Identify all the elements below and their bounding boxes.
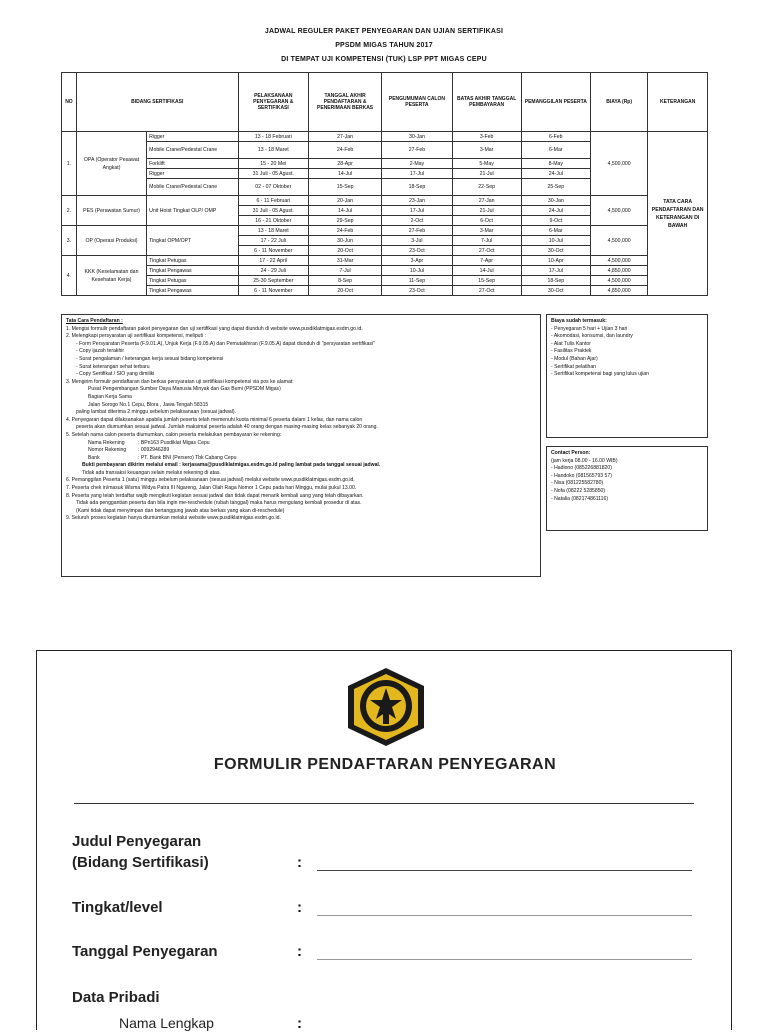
sub-name: Mobile Crane/Pedestal Crane — [147, 179, 239, 196]
biaya-item: - Modul (Bahan Ajar) — [551, 355, 598, 362]
tata-line: - Surat keterangan sehat terbaru — [76, 363, 150, 370]
group-no: 3. — [62, 226, 77, 256]
tanggal-field[interactable] — [317, 959, 692, 960]
pengumuman-cell: 23-Oct — [382, 246, 452, 256]
keterangan-cell: TATA CARA PENDAFTARAN DAN KETERANGAN DI BAWAH — [648, 132, 708, 296]
biaya-cell: 4,500,000 — [590, 132, 647, 196]
tata-line: 9. Seluruh proses kegiatan hanya diumumkan melalui website www.pusdiklatmigas.esdm.go.id. — [66, 515, 281, 522]
pemanggilan-cell: 8-May — [521, 159, 590, 169]
tata-line: - Copy Sertifikat / SIO yang dimiliki — [76, 371, 155, 378]
contact-item: - Hadiono (085226881820) — [551, 465, 612, 472]
batas-cell: 27-Jan — [452, 196, 521, 206]
tata-line: Bagian Kerja Sama — [88, 393, 132, 400]
table-row — [62, 132, 708, 142]
group-name: KKK (Keselamatan dan Kesehatan Kerja) — [76, 256, 146, 296]
rekening-row — [66, 440, 536, 448]
tata-line: Pusat Pengembangan Sumber Daya Manusia Minyak dan Gas Bumi (PPSDM Migas) — [88, 386, 281, 393]
contact-item: (jam kerja 08.00 - 16.00 WIB) — [551, 457, 618, 464]
pengumuman-cell: 18-Sep — [382, 179, 452, 196]
pengumuman-cell: 23-Jan — [382, 196, 452, 206]
pemanggilan-cell: 25-Sep — [521, 179, 590, 196]
schedule-title: JADWAL REGULER PAKET PENYEGARAN DAN UJIAN SERTIFIKASI — [264, 28, 504, 35]
tata-line: 8. Peserta yang telah terdaftar wajib mengikuti kegiatan sesuai jadwal dan tidak dapat menarik kembali uang yang telah dibayarkan. — [66, 492, 364, 499]
tata-line: 7. Peserta chek in/masuk Wisma Widya Patra III Ngareng, Jalan Olah Raga Nomor 1 Cepu pada hari Minggu, mulai pukul 13.00. — [66, 485, 357, 492]
rekening-label: Nomor Rekening — [88, 447, 127, 454]
pengumuman-cell: 10-Jul — [382, 266, 452, 276]
table-row — [62, 276, 708, 286]
rekening-label: Nama Rekening — [88, 439, 125, 446]
tata-line: - Copy ijazah terakhir — [76, 348, 125, 355]
biaya-heading: Biaya sudah termasuk: — [551, 318, 607, 324]
group-name: OPA (Operator Pesawat Angkat) — [76, 132, 146, 196]
table-header-row — [62, 73, 708, 132]
tata-line: - Form Persyaratan Peserta (F.9.01.A), Unjuk Kerja (F.9.05.A) dan Pemutakhiran (F.9.05.A) dapat diunduh di "persyaratan sertifikasi" — [76, 340, 375, 347]
pelaksanaan-cell: 17 - 22 April — [238, 256, 308, 266]
tanggal-cell: 14-Jul — [308, 169, 381, 179]
colon: : — [297, 854, 302, 871]
tata-line: Tidak ada penggantian peserta dan bila ingin me-reschedule (rubah tanggal) maka harus mengulang kembali prosedur di atas. — [76, 500, 362, 507]
pelaksanaan-cell: 6 - 11 November — [238, 286, 308, 296]
pengumuman-cell: 30-Jan — [382, 132, 452, 142]
pelaksanaan-cell: 31 Juli - 05 Agust. — [238, 206, 308, 216]
tanggal-cell: 28-Apr — [308, 159, 381, 169]
schedule-location: DI TEMPAT UJI KOMPETENSI (TUK) LSP PPT MIGAS CEPU — [281, 56, 487, 63]
sub-name: Forklift — [147, 159, 239, 169]
registration-form — [36, 650, 732, 1030]
pengumuman-cell: 2-May — [382, 159, 452, 169]
pelaksanaan-cell: 17 - 22 Juli — [238, 236, 308, 246]
tata-line: Bukti pembayaran dikirim melalui email : kerjasama@pusdiklatmigas.esdm.go.id paling lambat pada tanggal sesuai jadwal. — [82, 462, 381, 469]
biaya-cell: 4,500,000 — [590, 196, 647, 226]
tanggal-cell: 24-Feb — [308, 142, 381, 159]
th-bidang: BIDANG SERTIFIKASI — [76, 73, 238, 132]
rekening-value: : PT. Bank BNI (Persero) Tbk Cabang Cepu — [138, 454, 237, 461]
tata-line: 1. Mengisi formulir pendaftaran paket penyegaran dan uji sertifikasi yang dapat diunduh di website www.pusdiklatmigas.esdm.go.id. — [66, 325, 363, 332]
sub-name: Tingkat OPM/OPT — [147, 226, 239, 256]
batas-cell: 5-May — [452, 159, 521, 169]
group-no: 2. — [62, 196, 77, 226]
pelaksanaan-cell: 6 - 11 November — [238, 246, 308, 256]
sub-name: Rigger — [147, 169, 239, 179]
tingkat-label: Tingkat/level — [72, 899, 163, 916]
tata-line: 5. Setelah nama calon peserta diumumkan, calon peserta melakukan pembayaran ke rekening: — [66, 431, 282, 438]
pengumuman-cell: 17-Jul — [382, 169, 452, 179]
th-pengumuman: PENGUMUMAN CALON PESERTA — [382, 73, 452, 132]
biaya-item: - Sertifikat pelatihan — [551, 363, 597, 370]
batas-cell: 27-Oct — [452, 286, 521, 296]
tata-cara-heading: Tata Cara Pendaftaran : — [66, 318, 123, 324]
biaya-item: - Sertifikat kompetensi bagi yang lulus ujian — [551, 371, 649, 378]
esdm-logo-icon — [344, 666, 428, 748]
biaya-cell: 4,850,000 — [590, 286, 647, 296]
sub-name: Rigger — [147, 132, 239, 142]
biaya-box — [546, 314, 708, 438]
form-title: FORMULIR PENDAFTARAN PENYEGARAN — [213, 756, 557, 773]
batas-cell: 3-Mar — [452, 226, 521, 236]
rekening-label: Bank — [88, 454, 100, 461]
tata-line: paling lambat diterima 2 minggu sebelum pelaksanaan (sesuai jadwal). — [76, 409, 236, 416]
pemanggilan-cell: 10-Apr — [521, 256, 590, 266]
pelaksanaan-cell: 15 - 20 Mei — [238, 159, 308, 169]
th-tanggal-akhir: TANGGAL AKHIR PENDAFTARAN & PENERIMAAN BERKAS — [308, 73, 381, 132]
pelaksanaan-cell: 31 Juli - 05 Agust. — [238, 169, 308, 179]
tanggal-cell: 14-Jul — [308, 206, 381, 216]
batas-cell: 7-Apr — [452, 256, 521, 266]
batas-cell: 3-Feb — [452, 132, 521, 142]
contact-box — [546, 446, 708, 531]
batas-cell: 15-Sep — [452, 276, 521, 286]
contact-item: - Handoko (081565793 57) — [551, 472, 612, 479]
pelaksanaan-cell: 13 - 18 Maret — [238, 142, 308, 159]
pengumuman-cell: 2-Oct — [382, 216, 452, 226]
tata-line: - Surat pengalaman / keterangan kerja sesuai bidang kompetensi — [76, 355, 224, 362]
batas-cell: 21-Jul — [452, 206, 521, 216]
bidang-label: (Bidang Sertifikasi) — [72, 854, 209, 871]
pelaksanaan-cell: 6 - 11 Februari — [238, 196, 308, 206]
sub-name: Unit Hoist Tingkat OLP/ OMP — [147, 196, 239, 226]
tanggal-cell: 24-Feb — [308, 226, 381, 236]
table-row — [62, 286, 708, 296]
tanggal-cell: 7-Jul — [308, 266, 381, 276]
tata-line: Jalan Sorogo No.1 Cepu, Blora , Jawa Tengah 58315 — [88, 401, 209, 408]
th-pemanggilan: PEMANGGILAN PESERTA — [521, 73, 590, 132]
batas-cell: 3-Mar — [452, 142, 521, 159]
pemanggilan-cell: 6-Mar — [521, 142, 590, 159]
tanggal-cell: 30-Jun — [308, 236, 381, 246]
group-name: PES (Perawatan Sumur) — [76, 196, 146, 226]
judul-label: Judul Penyegaran — [72, 833, 202, 850]
rekening-value: : BPn163 Pusdiklat Migas Cepu — [138, 439, 210, 446]
pelaksanaan-cell: 13 - 18 Februari — [238, 132, 308, 142]
pemanggilan-cell: 24-Jul — [521, 169, 590, 179]
biaya-item: - Akomodasi, konsumsi, dan laundry — [551, 333, 633, 340]
nama-label: Nama Lengkap — [119, 1015, 214, 1031]
judul-field[interactable] — [317, 870, 692, 871]
tata-line: peserta akan diumumkan sesuai jadwal. Jumlah maksimal peserta adalah 40 orang dengan masing-masing kelas sebanyak 20 orang. — [76, 424, 378, 431]
tata-line: Tidak ada transaksi keuangan selain melalui rekening di atas. — [82, 469, 221, 476]
batas-cell: 21-Jul — [452, 169, 521, 179]
th-keterangan: KETERANGAN — [648, 73, 708, 132]
colon: : — [297, 899, 302, 916]
table-row — [62, 256, 708, 266]
rekening-value: : 0092946289 — [138, 447, 170, 454]
pemanggilan-cell: 9-Oct — [521, 216, 590, 226]
th-pelaksanaan: PELAKSANAAN PENYEGARAN & SERTIFIKASI — [238, 73, 308, 132]
biaya-item: - Alat Tulis Kantor — [551, 340, 591, 347]
pemanggilan-cell: 24-Jul — [521, 206, 590, 216]
data-pribadi-heading: Data Pribadi — [72, 989, 160, 1006]
pemanggilan-cell: 30-Jan — [521, 196, 590, 206]
sub-name: Tingkat Pengawas — [147, 286, 239, 296]
tanggal-cell: 29-Sep — [308, 216, 381, 226]
biaya-cell: 4,500,000 — [590, 256, 647, 266]
schedule-subtitle: PPSDM MIGAS TAHUN 2017 — [335, 42, 433, 49]
pelaksanaan-cell: 13 - 18 Maret — [238, 226, 308, 236]
pelaksanaan-cell: 02 - 07 Oktober — [238, 179, 308, 196]
tingkat-field[interactable] — [317, 915, 692, 916]
contact-heading: Contact Person: — [551, 450, 591, 456]
pemanggilan-cell: 30-Oct — [521, 286, 590, 296]
tata-line: 2. Melengkapi persyaratan uji sertifikasi kompetensi, meliputi : — [66, 333, 206, 340]
pemanggilan-cell: 17-Jul — [521, 266, 590, 276]
batas-cell: 22-Sep — [452, 179, 521, 196]
contact-item: - Natalia (082174861116) — [551, 495, 609, 502]
tanggal-cell: 20-Jan — [308, 196, 381, 206]
group-name: OP (Operasi Produksi) — [76, 226, 146, 256]
pengumuman-cell: 23-Oct — [382, 286, 452, 296]
tata-line: 6. Pemanggilan Peserta 1 (satu) minggu sebelum pelaksanaan (sesuai jadwal) melalui website www.pusdiklatmigas.esdm.go.id. — [66, 477, 355, 484]
colon: : — [297, 1015, 302, 1032]
tanggal-cell: 31-Mar — [308, 256, 381, 266]
pemanggilan-cell: 6-Mar — [521, 226, 590, 236]
pemanggilan-cell: 18-Sep — [521, 276, 590, 286]
rekening-row — [66, 455, 536, 463]
tanggal-cell: 20-Oct — [308, 286, 381, 296]
tata-line: (Kami tidak dapat menyimpan dan bertanggung jawab atas berkas yang akan di-reschedule) — [76, 507, 285, 514]
schedule-table — [61, 72, 708, 296]
contact-item: - Nisa (081225582780) — [551, 480, 604, 487]
divider — [74, 803, 694, 804]
batas-cell: 27-Oct — [452, 246, 521, 256]
batas-cell: 7-Jul — [452, 236, 521, 246]
tanggal-cell: 20-Oct — [308, 246, 381, 256]
th-biaya: BIAYA (Rp) — [590, 73, 647, 132]
rekening-row — [66, 447, 536, 455]
group-no: 1. — [62, 132, 77, 196]
group-no: 4. — [62, 256, 77, 296]
tanggal-label: Tanggal Penyegaran — [72, 943, 218, 960]
biaya-cell: 4,500,000 — [590, 276, 647, 286]
pengumuman-cell: 11-Sep — [382, 276, 452, 286]
sub-name: Tingkat Petugas — [147, 276, 239, 286]
pengumuman-cell: 27-Feb — [382, 226, 452, 236]
pengumuman-cell: 17-Jul — [382, 206, 452, 216]
sub-name: Mobile Crane/Pedestal Crane — [147, 142, 239, 159]
pelaksanaan-cell: 25-30 September — [238, 276, 308, 286]
tanggal-cell: 15-Sep — [308, 179, 381, 196]
th-no: NO — [62, 73, 77, 132]
sub-name: Tingkat Petugas — [147, 256, 239, 266]
batas-cell: 14-Jul — [452, 266, 521, 276]
tanggal-cell: 27-Jan — [308, 132, 381, 142]
biaya-item: - Fasilitas Praktek — [551, 348, 592, 355]
table-row — [62, 196, 708, 206]
pemanggilan-cell: 30-Oct — [521, 246, 590, 256]
pelaksanaan-cell: 16 - 21 Oktober — [238, 216, 308, 226]
biaya-cell: 4,500,000 — [590, 226, 647, 256]
pengumuman-cell: 3-Jul — [382, 236, 452, 246]
colon: : — [297, 943, 302, 960]
table-row — [62, 226, 708, 236]
sub-name: Tingkat Pengawas — [147, 266, 239, 276]
pemanggilan-cell: 6-Feb — [521, 132, 590, 142]
th-batas-akhir: BATAS AKHIR TANGGAL PEMBAYARAN — [452, 73, 521, 132]
tata-line: 3. Mengirim formulir pendaftaran dan berkas persyaratan uji sertifikasi kompetensi via pos ke alamat: — [66, 378, 294, 385]
biaya-item: - Penyegaran 5 hari + Ujian 3 hari — [551, 325, 628, 332]
contact-item: - Nofa (08222 5285850) — [551, 487, 606, 494]
batas-cell: 6-Oct — [452, 216, 521, 226]
pengumuman-cell: 27-Feb — [382, 142, 452, 159]
pelaksanaan-cell: 24 - 29 Juli — [238, 266, 308, 276]
tanggal-cell: 8-Sep — [308, 276, 381, 286]
tata-cara-box — [61, 314, 541, 577]
pemanggilan-cell: 10-Jul — [521, 236, 590, 246]
biaya-cell: 4,850,000 — [590, 266, 647, 276]
tata-line: 4. Penyegaran dapat dilaksanakan apabila jumlah peserta telah memenuhi kuota minimal 6 peserta dalam 1 kelas, dan nama calon — [66, 416, 363, 423]
pengumuman-cell: 3-Apr — [382, 256, 452, 266]
table-row — [62, 266, 708, 276]
